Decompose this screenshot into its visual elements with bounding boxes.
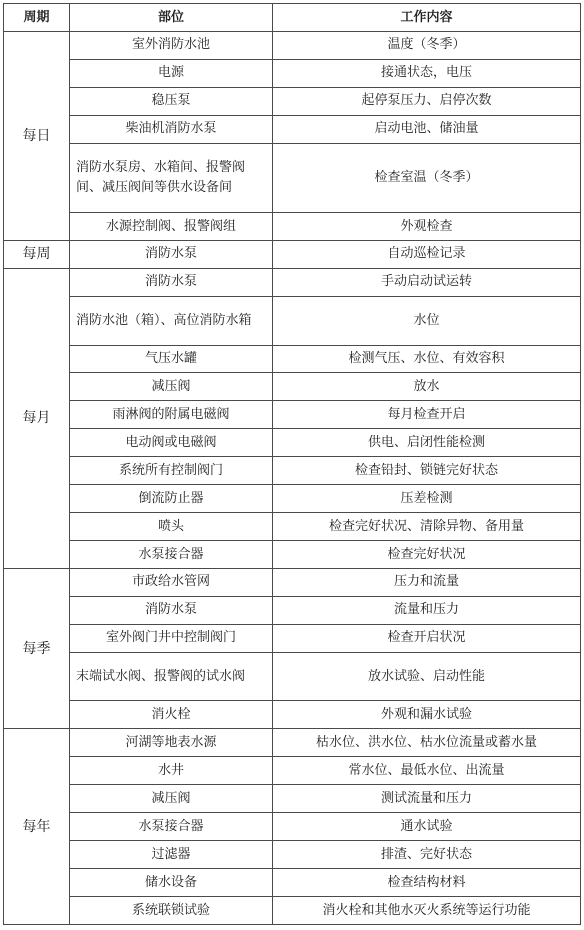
content-cell: 外观和漏水试验: [273, 701, 581, 729]
table-row: [4, 869, 581, 897]
table-body: [4, 32, 581, 925]
content-cell: 压力和流量: [273, 569, 581, 597]
part-cell: 倒流防止器: [70, 485, 273, 513]
table-row: [4, 729, 581, 757]
content-cell: 自动巡检记录: [273, 241, 581, 269]
part-cell: 柴油机消防水泵: [70, 115, 273, 143]
part-cell: 室外消防水池: [70, 32, 273, 60]
content-cell: 检查结构材料: [273, 869, 581, 897]
table-row: [4, 569, 581, 597]
part-cell: 系统联锁试验: [70, 897, 273, 925]
content-cell: 检测气压、水位、有效容积: [273, 345, 581, 373]
content-cell: 检查铅封、锁链完好状态: [273, 457, 581, 485]
header-period: 周期: [4, 4, 70, 32]
part-cell: 过滤器: [70, 841, 273, 869]
content-cell: 检查开启状况: [273, 624, 581, 652]
part-cell: 储水设备: [70, 869, 273, 897]
part-cell: 系统所有控制阀门: [70, 457, 273, 485]
inspection-table-wrapper: [3, 3, 580, 925]
part-cell: 河湖等地表水源: [70, 729, 273, 757]
table-header: [4, 4, 581, 32]
table-row: [4, 596, 581, 624]
period-cell: 每日: [4, 32, 70, 241]
table-row: [4, 624, 581, 652]
content-cell: 放水: [273, 373, 581, 401]
content-cell: 外观检查: [273, 213, 581, 241]
part-cell: 消火栓: [70, 701, 273, 729]
content-cell: 压差检测: [273, 485, 581, 513]
part-cell: 消防水泵: [70, 596, 273, 624]
table-row: [4, 701, 581, 729]
content-cell: 流量和压力: [273, 596, 581, 624]
table-row: [4, 345, 581, 373]
table-row: [4, 213, 581, 241]
content-cell: 启动电池、储油量: [273, 115, 581, 143]
content-cell: 每月检查开启: [273, 401, 581, 429]
table-row: [4, 785, 581, 813]
part-cell: 减压阀: [70, 373, 273, 401]
table-row: [4, 401, 581, 429]
content-cell: 手动启动试运转: [273, 268, 581, 296]
content-cell: 供电、启闭性能检测: [273, 429, 581, 457]
table-row: [4, 513, 581, 541]
content-cell: 检查室温（冬季）: [273, 143, 581, 212]
content-cell: 接通状态，电压: [273, 59, 581, 87]
table-row: [4, 652, 581, 701]
table-row: [4, 115, 581, 143]
table-row: [4, 296, 581, 345]
part-cell: 气压水罐: [70, 345, 273, 373]
table-row: [4, 32, 581, 60]
part-cell: 消防水泵: [70, 268, 273, 296]
table-row: [4, 457, 581, 485]
table-row: [4, 757, 581, 785]
table-row: [4, 429, 581, 457]
content-cell: 检查完好状况、清除异物、备用量: [273, 513, 581, 541]
part-cell: 喷头: [70, 513, 273, 541]
part-cell: 消防水泵房、水箱间、报警阀间、减压阀间等供水设备间: [70, 143, 273, 212]
part-cell: 市政给水管网: [70, 569, 273, 597]
table-row: [4, 373, 581, 401]
part-cell: 室外阀门井中控制阀门: [70, 624, 273, 652]
content-cell: 枯水位、洪水位、枯水位流量或蓄水量: [273, 729, 581, 757]
part-cell: 消防水池（箱）、高位消防水箱: [70, 296, 273, 345]
table-row: [4, 813, 581, 841]
part-cell: 水泵接合器: [70, 541, 273, 569]
content-cell: 常水位、最低水位、出流量: [273, 757, 581, 785]
part-cell: 减压阀: [70, 785, 273, 813]
table-row: [4, 143, 581, 212]
table-row: [4, 485, 581, 513]
table-row: [4, 841, 581, 869]
table-row: [4, 241, 581, 269]
table-row: [4, 541, 581, 569]
part-cell: 电动阀或电磁阀: [70, 429, 273, 457]
content-cell: 消火栓和其他水灭火系统等运行功能: [273, 897, 581, 925]
header-row: [4, 4, 581, 32]
period-cell: 每月: [4, 268, 70, 568]
part-cell: 末端试水阀、报警阀的试水阀: [70, 652, 273, 701]
content-cell: 测试流量和压力: [273, 785, 581, 813]
period-cell: 每季: [4, 569, 70, 729]
header-content: 工作内容: [273, 4, 581, 32]
part-cell: 消防水泵: [70, 241, 273, 269]
part-cell: 水泵接合器: [70, 813, 273, 841]
content-cell: 起停泵压力、启停次数: [273, 87, 581, 115]
table-row: [4, 59, 581, 87]
header-part: 部位: [70, 4, 273, 32]
period-cell: 每年: [4, 729, 70, 925]
part-cell: 水井: [70, 757, 273, 785]
content-cell: 温度（冬季）: [273, 32, 581, 60]
table-row: [4, 87, 581, 115]
table-row: [4, 897, 581, 925]
content-cell: 检查完好状况: [273, 541, 581, 569]
content-cell: 水位: [273, 296, 581, 345]
inspection-schedule-table: [3, 3, 581, 925]
part-cell: 稳压泵: [70, 87, 273, 115]
content-cell: 通水试验: [273, 813, 581, 841]
content-cell: 排渣、完好状态: [273, 841, 581, 869]
table-row: [4, 268, 581, 296]
part-cell: 雨淋阀的附属电磁阀: [70, 401, 273, 429]
content-cell: 放水试验、启动性能: [273, 652, 581, 701]
period-cell: 每周: [4, 241, 70, 269]
part-cell: 电源: [70, 59, 273, 87]
part-cell: 水源控制阀、报警阀组: [70, 213, 273, 241]
